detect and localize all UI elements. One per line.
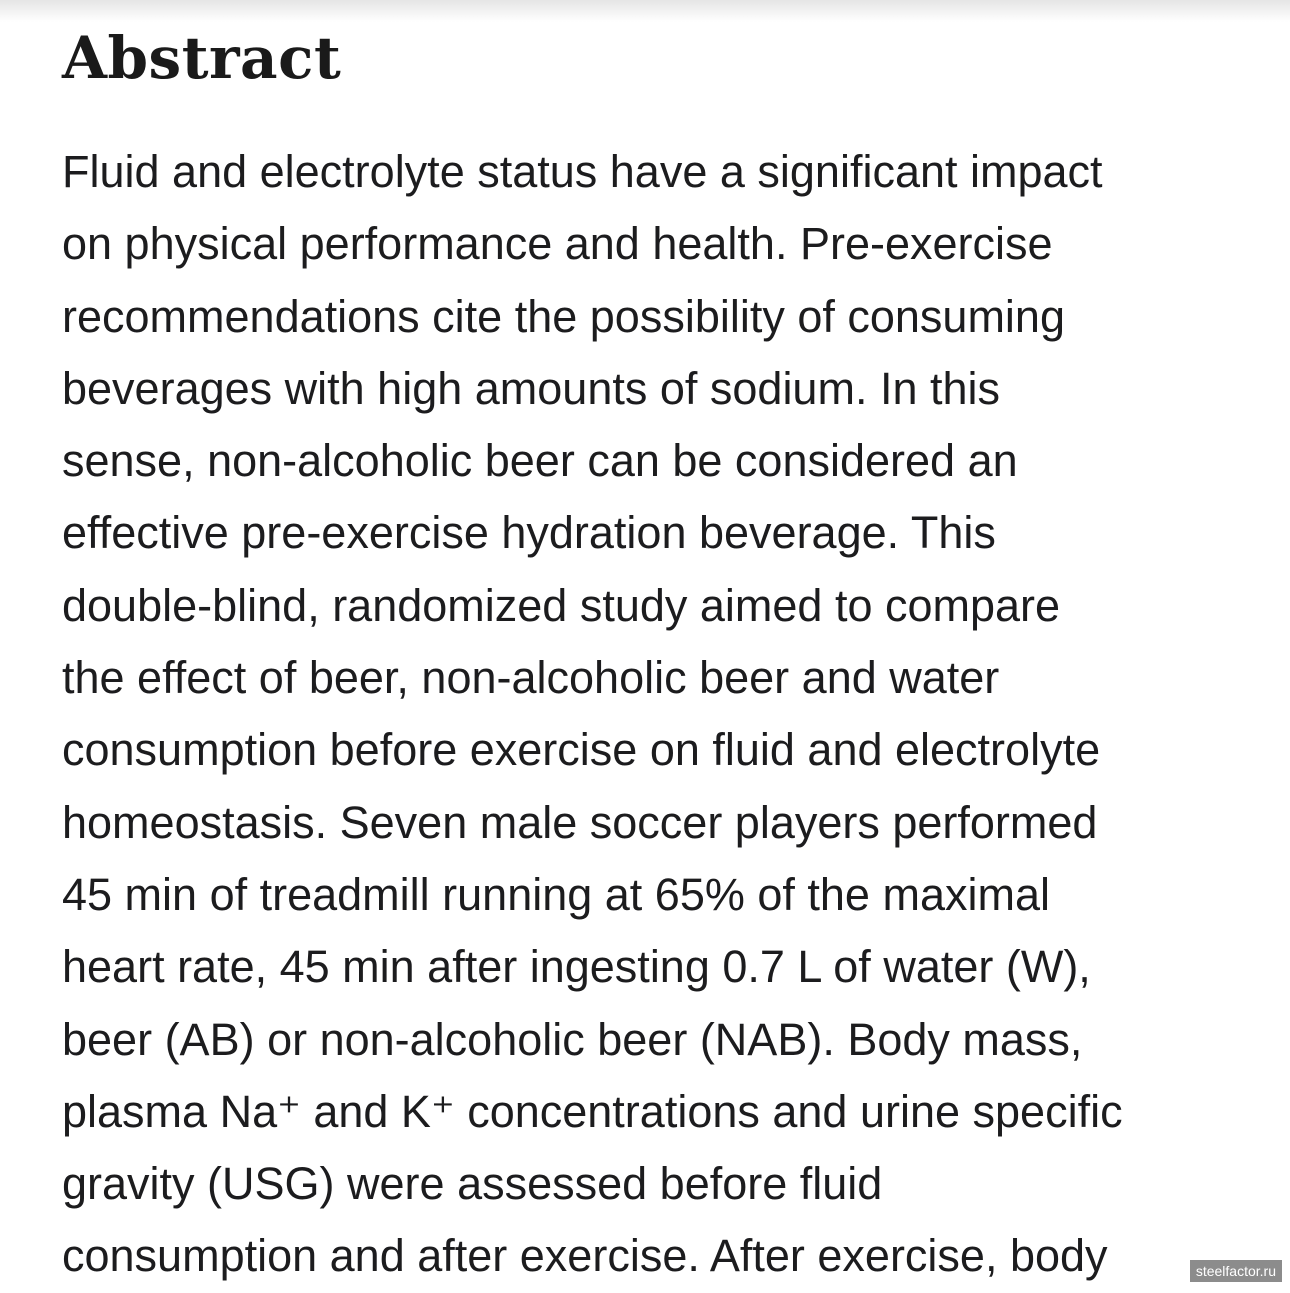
abstract-line: double-blind, randomized study aimed to compare — [62, 579, 1061, 631]
abstract-line: effective pre-exercise hydration beverage. This — [62, 507, 996, 559]
abstract-line: gravity (USG) were assessed before fluid — [62, 1158, 883, 1210]
abstract-line: consumption before exercise on fluid and electrolyte — [62, 724, 1101, 776]
abstract-line: consumption and after exercise. After exercise, body — [62, 1230, 1108, 1282]
abstract-line: on physical performance and health. Pre-exercise — [62, 218, 1053, 270]
abstract-line: heart rate, 45 min after ingesting 0.7 L of water (W), — [62, 941, 1091, 993]
abstract-line: recommendations cite the possibility of consuming — [62, 290, 1065, 342]
abstract-line: sense, non-alcoholic beer can be considered an — [62, 435, 1018, 487]
abstract-line: plasma Na⁺ and K⁺ concentrations and urine specific — [62, 1085, 1123, 1137]
abstract-line: 45 min of treadmill running at 65% of the maximal — [62, 868, 1050, 920]
abstract-text — [62, 136, 1252, 1293]
abstract-line: beer (AB) or non-alcoholic beer (NAB). Body mass, — [62, 1013, 1083, 1065]
watermark-label: steelfactor.ru — [1190, 1260, 1282, 1282]
abstract-line: the effect of beer, non-alcoholic beer and water — [62, 652, 1000, 704]
abstract-line: homeostasis. Seven male soccer players performed — [62, 796, 1098, 848]
abstract-line: beverages with high amounts of sodium. In this — [62, 362, 1001, 414]
abstract-line: Fluid and electrolyte status have a significant impact — [62, 146, 1103, 197]
top-shadow — [0, 0, 1290, 22]
abstract-heading: Abstract — [62, 24, 342, 92]
